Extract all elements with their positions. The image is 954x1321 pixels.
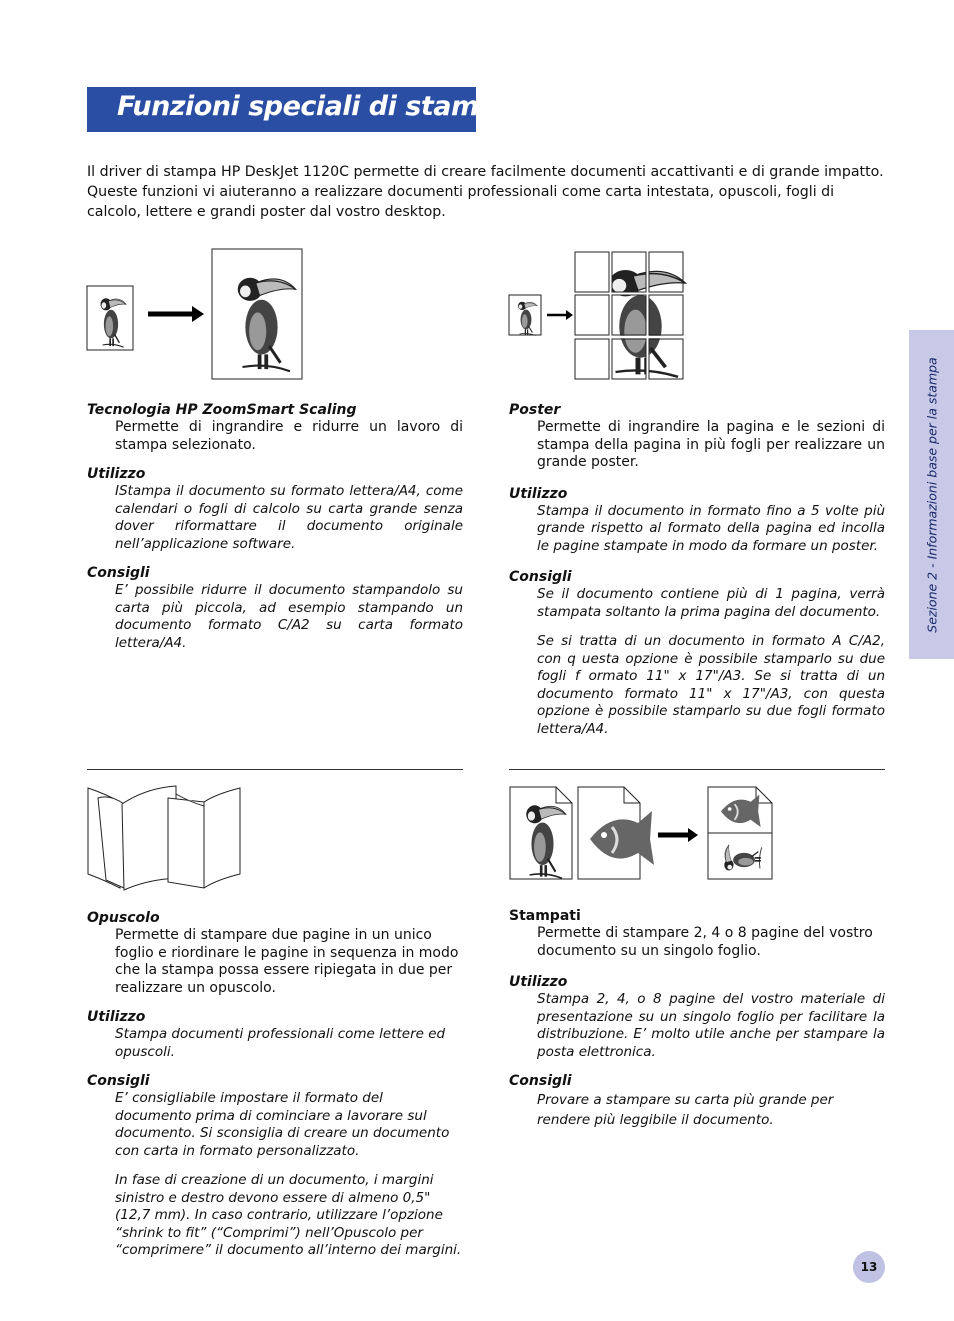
nup-use-text: Stampa 2, 4, o 8 pagine del vostro materiale di presentazione su un singolo foglio per facilitare la distribuzione. E’ molto utile anche per stampare la posta elettronica.	[537, 991, 885, 1060]
page-title: Funzioni speciali di stampa	[117, 91, 516, 122]
zoomsmart-use-heading: Utilizzo	[87, 466, 146, 482]
zoomsmart-tips-heading: Consigli	[87, 565, 150, 581]
poster-use-text: Stampa il documento in formato fino a 5 volte più grande rispetto al formato della pagina ed incolla le pagine stampate in modo da formare un poster.	[537, 502, 885, 554]
poster-tips-text-2: Se si tratta di un documento in formato A C/A2, con q uesta opzione è possibile stamparlo su due fogli f ormato 11" x 17"/A3. Se si tratta di un documento formato 11" x 17"/A3, con questa opzione è possibile stamparlo su due fogli formato lettera/A4.	[537, 633, 885, 737]
nup-heading: Stampati	[509, 908, 581, 924]
nup-use-heading: Utilizzo	[509, 974, 568, 990]
zoomsmart-use-text: IStampa il documento su formato lettera/A4, come calendari o fogli di calcolo su carta grande senza dover riformattare il documento originale nell’applicazione software.	[115, 483, 463, 552]
poster-tips-heading: Consigli	[509, 569, 572, 585]
poster-use-heading: Utilizzo	[509, 485, 568, 502]
zoomsmart-heading: Tecnologia HP ZoomSmart Scaling	[87, 402, 357, 418]
booklet-use-text: Stampa documenti professionali come lettere ed opuscoli.	[115, 1026, 446, 1060]
booklet-use-heading: Utilizzo	[87, 1009, 146, 1025]
intro-paragraph: Il driver di stampa HP DeskJet 1120C permette di creare facilmente documenti accattivanti e di grande impatto. Queste funzioni vi aiuteranno a realizzare documenti professionali come carta intestata, opuscoli, fogli di calcolo, lettere e grandi poster dal vostro desktop.	[87, 164, 884, 220]
booklet-illustration	[86, 784, 246, 892]
zoom-illustration	[86, 248, 306, 383]
poster-illustration	[508, 250, 688, 382]
divider-right	[509, 769, 885, 770]
poster-description: Permette di ingrandire la pagina e le sezioni di stampa della pagina in più fogli per realizzare un grande poster.	[537, 419, 885, 470]
nup-section	[509, 908, 885, 1130]
divider-left	[87, 769, 463, 770]
booklet-section	[87, 910, 463, 1260]
poster-section	[509, 402, 885, 738]
section-side-tab	[909, 330, 954, 659]
booklet-tips-text-2: In fase di creazione di un documento, i margini sinistro e destro devono essere di almeno 0,5" (12,7 mm). In caso contrario, utilizzare l’opzione “shrink to fit” (“Comprimi”) nell’Opuscolo per “comprimere” il documento all’interno dei margini.	[115, 1172, 462, 1258]
booklet-tips-text-1: E’ consigliabile impostare il formato del documento prima di cominciare a lavorare sul documento. Si sconsiglia di creare un documento con carta in formato personalizzato.	[115, 1090, 450, 1159]
nup-illustration	[508, 785, 776, 885]
booklet-tips-heading: Consigli	[87, 1073, 150, 1089]
poster-tips-text-1: Se il documento contiene più di 1 pagina, verrà stampata soltanto la prima pagina del documento.	[537, 586, 885, 620]
side-tab-label: Sezione 2 - Informazioni base per la stampa	[924, 356, 939, 633]
nup-tips-text: Provare a stampare su carta più grande per rendere più leggibile il documento.	[537, 1092, 834, 1128]
page-number-badge: 13	[853, 1251, 885, 1283]
booklet-heading: Opuscolo	[87, 910, 160, 926]
nup-description: Permette di stampare 2, 4 o 8 pagine del vostro documento su un singolo foglio.	[537, 925, 873, 959]
page-title-bar	[87, 87, 516, 132]
nup-tips-heading: Consigli	[509, 1073, 572, 1089]
zoomsmart-tips-text: E’ possibile ridurre il documento stampandolo su carta più piccola, ad esempio stampando un documento formato C/A2 su carta formato lettera/A4.	[115, 582, 463, 651]
poster-heading: Poster	[509, 402, 561, 418]
zoomsmart-description: Permette di ingrandire e ridurre un lavoro di stampa selezionato.	[115, 419, 463, 453]
zoomsmart-section	[87, 402, 463, 652]
booklet-description: Permette di stampare due pagine in un unico foglio e riordinare le pagine in sequenza in modo che la stampa possa essere ripiegata in due per realizzare un opuscolo.	[115, 927, 459, 996]
